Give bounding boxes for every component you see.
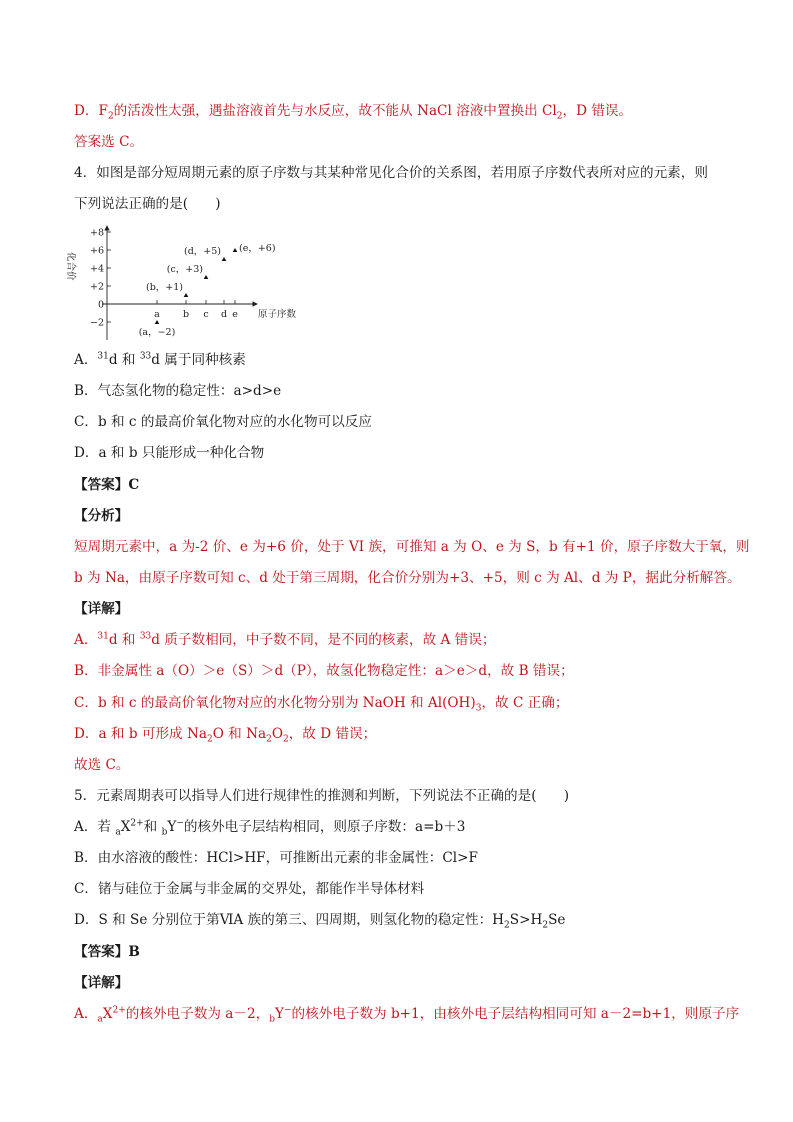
q5-option-d[interactable]: D．S 和 Se 分别位于第ⅥA 族的第三、四周期，则氢化物的稳定性：$H_2S>H_2Se$ xyxy=(74,912,566,931)
q4-option-d[interactable]: D．a 和 b 只能形成一种化合物 xyxy=(74,445,265,461)
y-tick-label: +2 xyxy=(89,281,104,293)
q4-option-c[interactable]: C．b 和 c 的最高价氧化物对应的水化物可以反应 xyxy=(74,414,372,430)
valence-chart xyxy=(65,224,314,342)
q4-conclusion: 故选 C。 xyxy=(74,757,130,773)
q4-detail-b: B．非金属性 a（O）＞e（S）＞d（P），故氢化物稳定性：a＞e＞d，故 B 错误； xyxy=(74,663,574,679)
y-axis-label: 化合价 xyxy=(65,252,76,281)
q4-analysis-1: 短周期元素中，a 为-2 价、e 为+6 价，处于 VI 族，可推知 a 为 O、e 为 S，b 有+1 价，原子序数大于氧，则 xyxy=(74,539,750,555)
y-tick-label: 0 xyxy=(97,299,104,311)
data-point-label: (d，+5) xyxy=(184,246,221,257)
data-point xyxy=(184,293,189,297)
q5-answer: 【答案】B xyxy=(74,944,140,960)
q5-stem: 5．元素周期表可以指导人们进行规律性的推测和判断，下列说法不正确的是( ) xyxy=(74,788,570,804)
q4-detail-d: D．a 和 b 可形成 $Na_2O$ 和 $Na_2O_2$，故 D 错误； xyxy=(74,726,377,745)
q5-option-b[interactable]: B．由水溶液的酸性：HCl>HF，可推断出元素的非金属性：Cl>F xyxy=(74,850,478,866)
q4-stem-2: 下列说法正确的是( ) xyxy=(74,196,221,212)
y-tick-label: −2 xyxy=(89,317,104,329)
q5-option-a[interactable]: A．若 $_aX^{2+}$和 $_b$Y−的核外电子层结构相同，则原子序数：a=b＋3 xyxy=(74,818,466,838)
x-tick-label: a xyxy=(154,309,160,320)
prev-option-d: D．$F_2$的活泼性太强，遇盐溶液首先与水反应，故不能从 NaCl 溶液中置换出 $Cl_2$，D 错误。 xyxy=(74,103,633,122)
q4-analysis-heading: 【分析】 xyxy=(74,508,129,524)
y-tick-label: +8 xyxy=(89,227,104,239)
q4-detail-c: C．b 和 c 的最高价氧化物对应的水化物分别为 NaOH 和 $Al(OH)_3$，故 C 正确； xyxy=(74,695,569,714)
data-point xyxy=(233,248,238,252)
data-point xyxy=(155,320,160,324)
q5-option-c[interactable]: C．锗与硅位于金属与非金属的交界处，都能作半导体材料 xyxy=(74,881,425,897)
q4-detail-heading: 【详解】 xyxy=(74,601,129,617)
q4-stem-1: 4．如图是部分短周期元素的原子序数与其某种常见化合价的关系图，若用原子序数代表所对应的元素，则 xyxy=(74,165,708,181)
q5-detail-a: A．$_aX^{2+}$的核外电子数为 a－2，$_b$Y−的核外电子数为 b+1，由核外电子层结构相同可知 a－2=b+1，则原子序 xyxy=(74,1005,740,1025)
x-tick-label: e xyxy=(232,309,238,320)
data-point xyxy=(204,275,209,279)
x-tick-label: d xyxy=(220,309,228,320)
data-point xyxy=(222,257,227,261)
q4-analysis-2: b 为 Na，由原子序数可知 c、d 处于第三周期，化合价分别为+3、+5，则 c 为 Al、d 为 P，据此分析解答。 xyxy=(74,570,741,586)
q4-detail-a: A．$^{31}$d 和 $^{33}$d 质子数相同，中子数不同，是不同的核素，故 A 错误； xyxy=(74,631,496,648)
data-point-label: (c，+3) xyxy=(166,264,203,275)
x-axis-label: 原子序数 xyxy=(258,309,297,320)
q4-answer: 【答案】C xyxy=(74,477,140,493)
data-point-label: (a，−2) xyxy=(138,327,176,338)
x-tick-label: b xyxy=(182,309,190,320)
y-tick-label: +6 xyxy=(89,245,104,257)
q4-option-b[interactable]: B．气态氢化物的稳定性：a>d>e xyxy=(74,383,282,399)
x-tick-label: c xyxy=(203,309,209,320)
q5-detail-heading: 【详解】 xyxy=(74,975,129,991)
y-tick-label: +4 xyxy=(89,263,104,275)
data-point-label: (e，+6) xyxy=(239,243,276,254)
q4-option-a[interactable]: A．$^{31}$d 和 $^{33}$d 属于同种核素 xyxy=(74,351,246,368)
prev-answer: 答案选 C。 xyxy=(74,134,144,150)
data-point-label: (b，+1) xyxy=(146,282,183,293)
